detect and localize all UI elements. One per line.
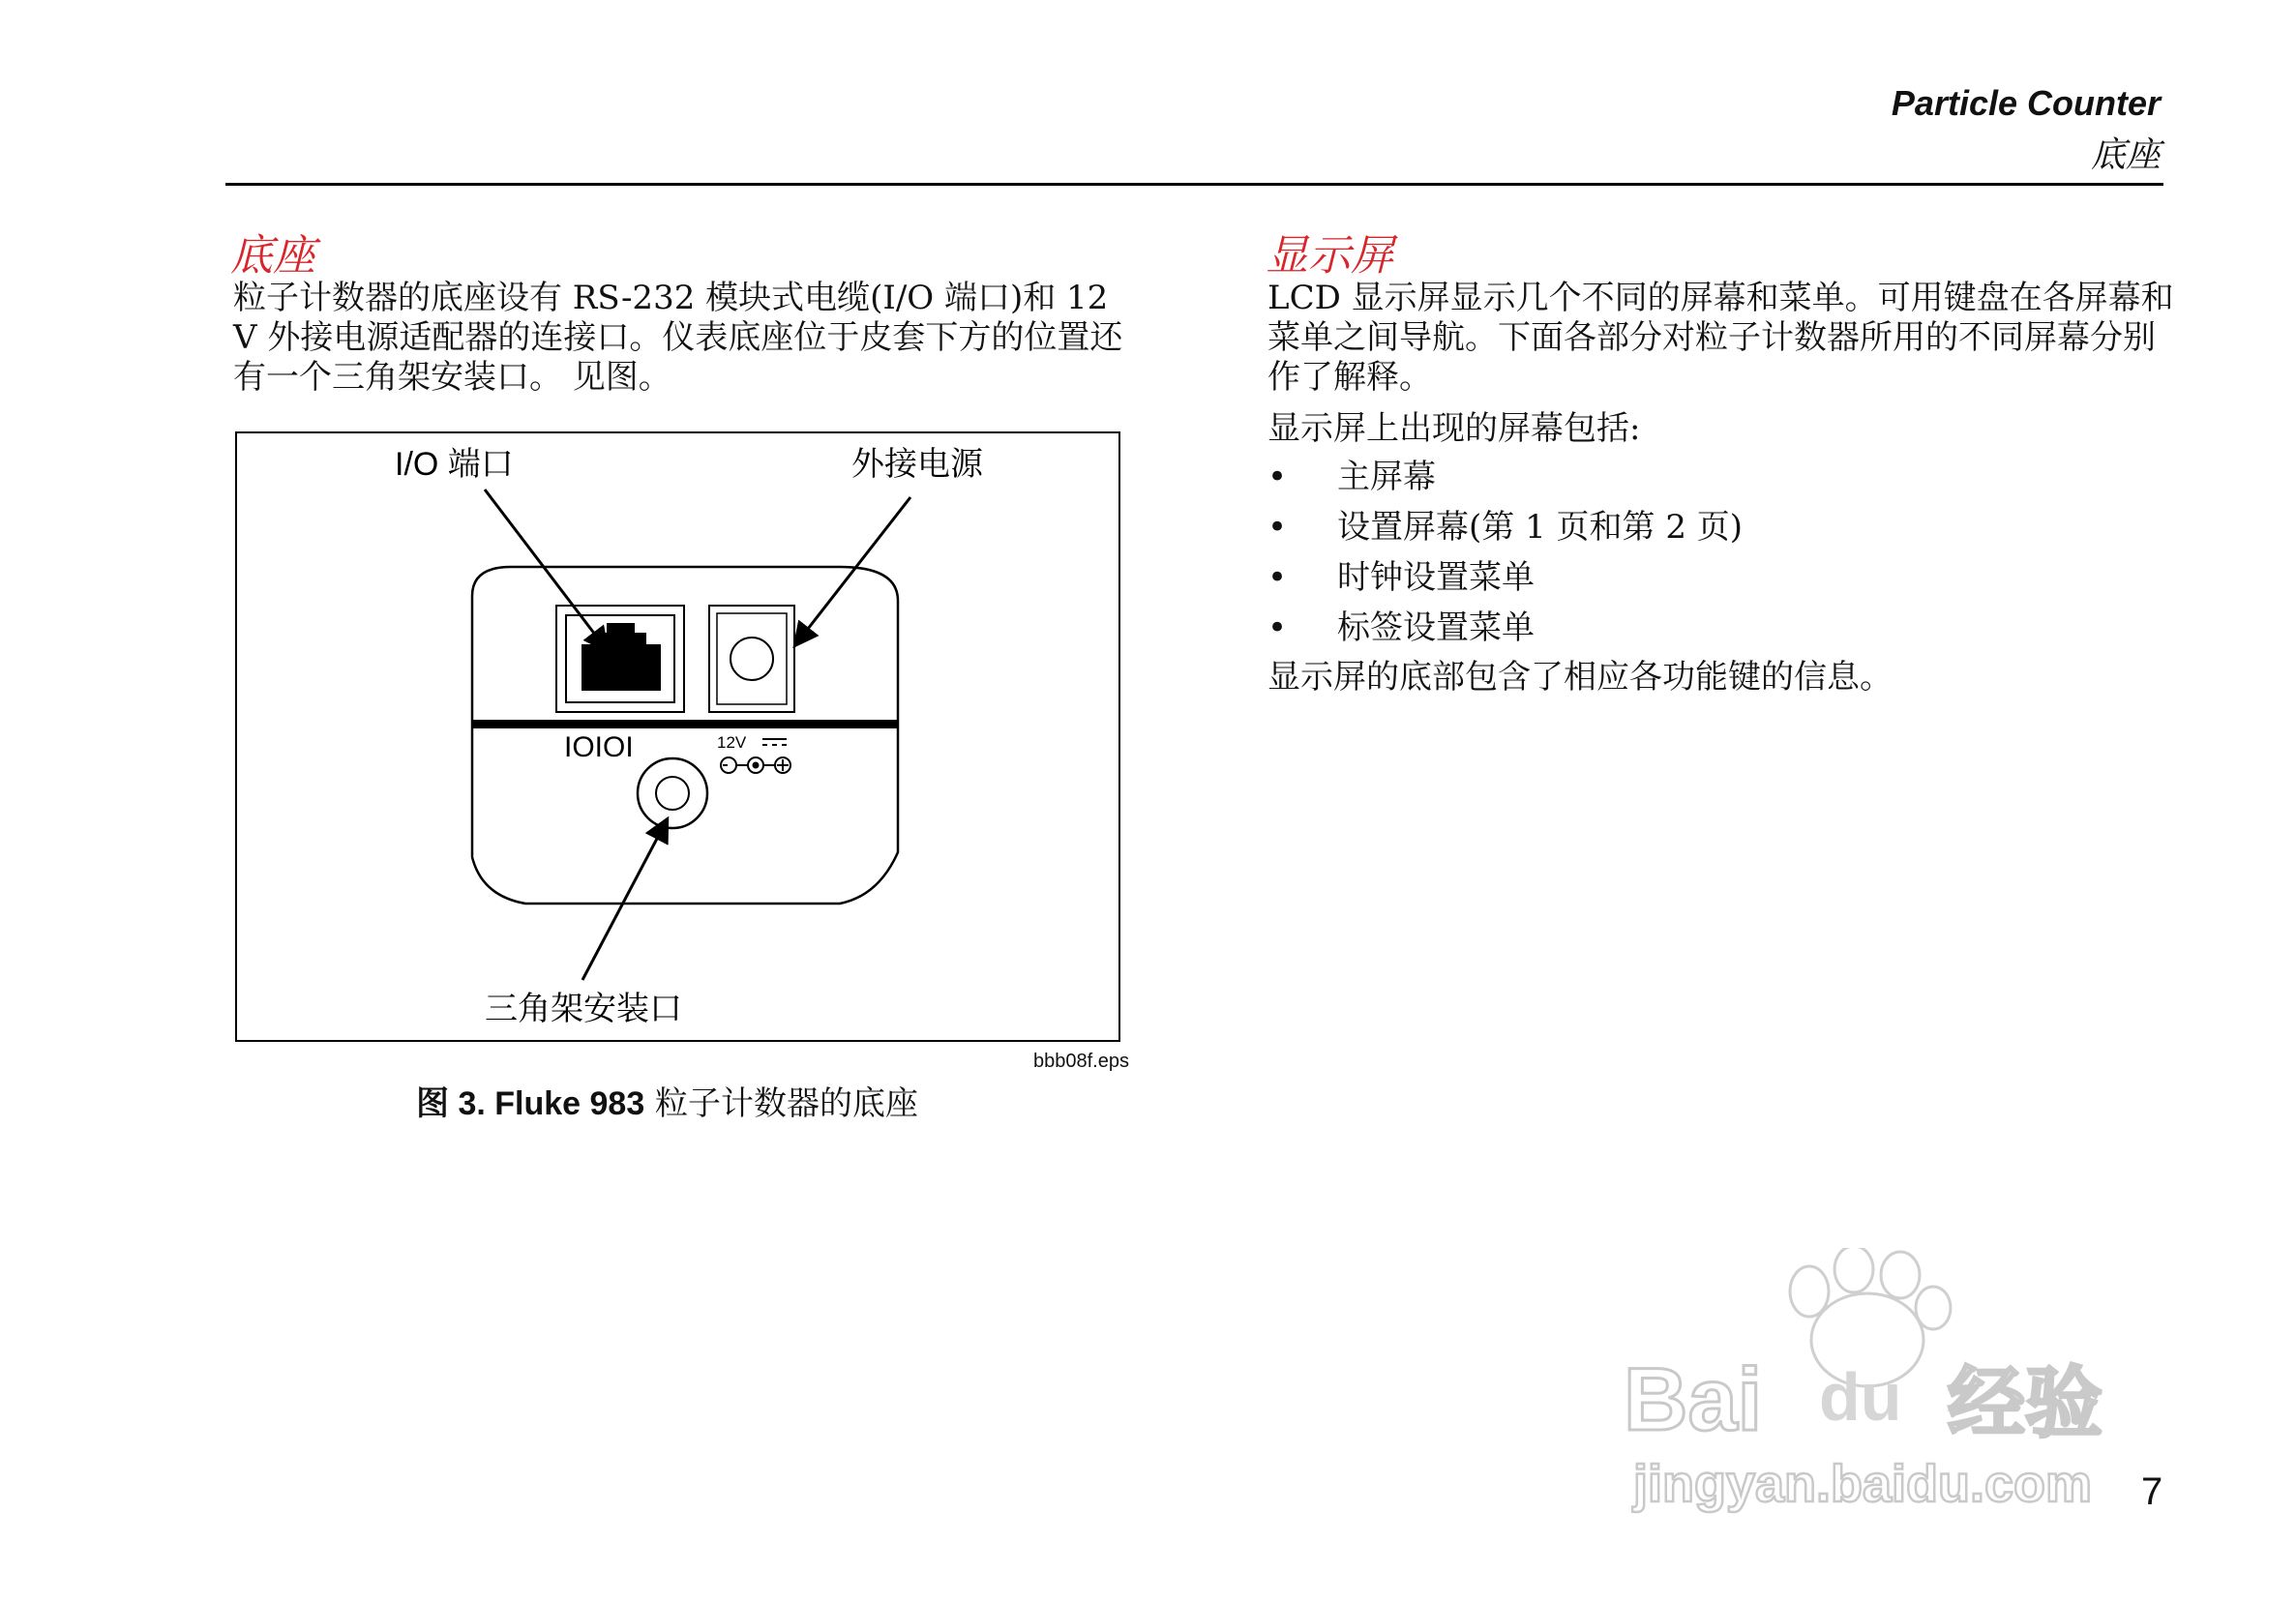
list-item-text: 标签设置菜单 (1337, 608, 1535, 647)
section-paragraph-display: LCD 显示屏显示几个不同的屏幕和菜单。可用键盘在各屏幕和菜单之间导航。下面各部分对粒子计数器所用的不同屏幕分别作了解释。 (1267, 279, 2174, 397)
figure-base-diagram (235, 431, 1120, 1042)
label-ioioi: IOIOI (564, 731, 634, 763)
bullet-icon: • (1267, 508, 1288, 547)
bullet-icon: • (1267, 558, 1288, 597)
section-heading-display: 显示屏 (1266, 231, 1393, 281)
watermark-brand: Bai (1624, 1350, 1763, 1449)
figure-filename: bbb08f.eps (1033, 1051, 1129, 1072)
section-heading-base: 底座 (230, 231, 315, 281)
watermark-suffix: 经验 (1948, 1358, 2102, 1448)
display-footer-note: 显示屏的底部包含了相应各功能键的信息。 (1267, 658, 1893, 697)
watermark-brand-du: du (1819, 1359, 1902, 1435)
bullet-icon: • (1267, 608, 1288, 647)
figure-caption-rest: 粒子计数器的底座 (644, 1084, 919, 1123)
running-header-title: Particle Counter (1891, 83, 2161, 123)
list-item-text: 设置屏幕(第 1 页和第 2 页) (1337, 508, 1744, 547)
list-item-text: 时钟设置菜单 (1337, 558, 1535, 597)
list-item-text: 主屏幕 (1337, 458, 1436, 496)
screens-intro: 显示屏上出现的屏幕包括: (1267, 409, 1641, 448)
label-tripod: 三角架安装口 (485, 991, 682, 1027)
bullet-icon: • (1267, 458, 1288, 496)
label-io-port: I/O 端口 (395, 446, 514, 483)
label-12v: 12V (717, 733, 747, 752)
base-divider (472, 720, 898, 728)
label-power: 外接电源 (851, 446, 983, 483)
baidu-jingyan-watermark (1614, 1248, 2156, 1514)
page-number: 7 (2141, 1470, 2163, 1513)
figure-caption (416, 1077, 918, 1124)
header-rule (225, 183, 2163, 186)
figure-caption-prefix: 图 3. Fluke 983 (416, 1085, 645, 1122)
section-paragraph-base: 粒子计数器的底座设有 RS-232 模块式电缆(I/O 端口)和 12 V 外接电源适配器的连接口。仪表底座位于皮套下方的位置还有一个三角架安装口。 见图。 (233, 279, 1123, 397)
watermark-url: jingyan.baidu.com (1633, 1455, 2093, 1513)
power-jack-icon (731, 638, 773, 680)
running-header-subtitle: 底座 (2090, 135, 2161, 175)
